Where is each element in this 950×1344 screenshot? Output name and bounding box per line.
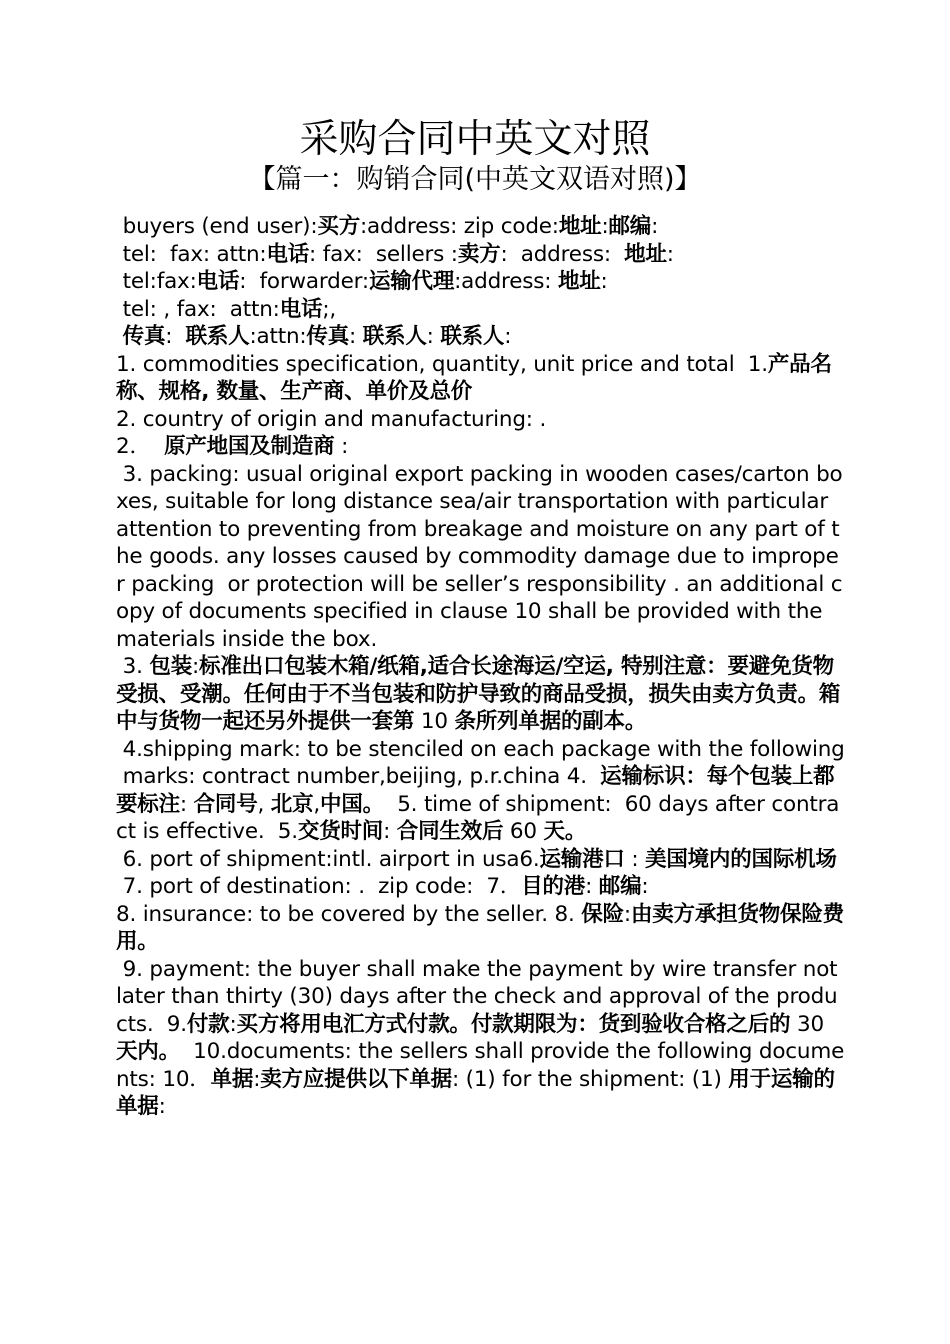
text-run: : <box>585 874 599 899</box>
paragraph <box>116 763 846 846</box>
text-run: tel:fax: <box>116 269 197 294</box>
text-run: , <box>257 791 271 817</box>
text-run: 9. payment: the buyer shall make the payment by wire transfer not later than thirty (30) days after the check and approval of the products. 9. <box>116 956 845 1037</box>
text-run: : (1) for the shipment: (1) <box>451 1066 729 1092</box>
paragraph <box>116 653 846 736</box>
document-body <box>116 213 846 1121</box>
text-run: 7. port of destination: . zip code: 7． <box>116 874 522 899</box>
text-run: : <box>641 874 649 899</box>
bold-text-run: 地址 <box>558 214 602 239</box>
text-run: : <box>600 269 608 294</box>
paragraph <box>116 901 846 956</box>
text-run: 5. time of shipment: 60 days after contract is effective. 5. <box>116 791 840 844</box>
paragraph <box>116 873 846 901</box>
document-subtitle: 【篇一：购销合同(中英文双语对照)】 <box>248 164 702 195</box>
text-run: 1. commodities specification, quantity, unit price and total 1. <box>116 351 768 377</box>
text-run: 10.documents: the sellers shall provide the following documents: 10． <box>116 1039 845 1092</box>
text-run: : <box>623 901 631 927</box>
paragraph <box>116 213 846 241</box>
text-run: : <box>229 1011 237 1037</box>
bold-text-run: 中国。 <box>320 791 384 817</box>
text-run: : <box>158 1094 166 1119</box>
bold-text-run: 天。 <box>543 819 587 844</box>
text-run: tel: , fax: attn: <box>116 296 280 322</box>
bold-text-run: 目的港 <box>521 874 586 899</box>
text-run: 6. port of shipment:intl. airport in usa6. <box>116 846 540 872</box>
text-run: : <box>601 214 609 239</box>
bold-text-run: 保险 <box>581 901 624 927</box>
paragraph <box>116 323 846 351</box>
text-run: : <box>504 324 512 349</box>
document-title: 采购合同中英文对照 <box>299 117 651 162</box>
bold-text-run: 原产地国及制造商 <box>164 434 335 459</box>
text-run: : <box>334 434 349 459</box>
paragraph <box>116 268 846 296</box>
text-run: : forwarder: <box>239 269 369 294</box>
text-run: : <box>624 846 646 872</box>
text-run: 10 <box>414 709 455 734</box>
text-run <box>116 324 123 349</box>
bold-text-run: 合同生效后 <box>396 819 504 844</box>
text-run: 2. country of origin and manufacturing: . <box>116 406 547 432</box>
text-run: : <box>426 324 441 349</box>
bold-text-run: 地址 <box>557 269 601 294</box>
bold-text-run: 邮编 <box>608 214 652 239</box>
bold-text-run: 地址 <box>624 241 667 267</box>
bold-text-run: 美国境内的国际机场 <box>645 846 837 872</box>
bold-text-run: 联系人 <box>185 324 250 349</box>
text-run: 30 <box>790 1011 831 1037</box>
text-run: tel: fax: attn: <box>116 241 267 267</box>
paragraph <box>116 406 846 434</box>
text-run: : fax: sellers : <box>309 241 458 267</box>
text-run: : <box>651 214 659 239</box>
bold-text-run: 包装 <box>149 654 192 679</box>
text-run: :attn: <box>249 324 307 349</box>
bold-text-run: 买方 <box>317 214 361 239</box>
text-run: ;, <box>322 296 336 322</box>
text-run: : <box>253 1066 261 1092</box>
bold-text-run: 电话 <box>196 269 240 294</box>
text-run: :address: zip code: <box>360 214 559 239</box>
bold-text-run: 合同号 <box>193 791 258 817</box>
paragraph <box>116 956 846 1121</box>
text-run: 60 <box>503 819 544 844</box>
bold-text-run: 邮编 <box>598 874 642 899</box>
paragraph <box>116 461 846 654</box>
bold-text-run: 付款 <box>186 1011 230 1037</box>
bold-text-run: 卖方 <box>457 241 501 267</box>
text-run: 3. packing: usual original export packing in wooden cases/carton boxes, suitable for long distance sea/air transportation with particular attention to preventing from breakage and moisture on any part of the goods. any losses caused by commodity damage due to improper packing or protection will be seller’s responsibility . an additional copy of documents specified in clause 10 shall be provided with the materials inside the box. <box>116 461 843 652</box>
text-run: buyers (end user): <box>116 214 318 239</box>
bold-text-run: 单据 <box>210 1066 254 1092</box>
text-run: :address: <box>454 269 558 294</box>
bold-text-run: 传真 <box>122 324 166 349</box>
text-run: : <box>192 654 200 679</box>
paragraph <box>116 846 846 874</box>
text-run: 4.shipping mark: to be stenciled on each package with the following <box>116 736 845 762</box>
text-run: 2． <box>116 434 165 459</box>
bold-text-run: 产品名称、规格, 数量、生产商、单价及总价 <box>116 351 832 404</box>
paragraph <box>116 736 846 764</box>
text-run: : <box>165 324 186 349</box>
paragraph <box>116 241 846 269</box>
bold-text-run: 运输港口 <box>539 846 625 872</box>
bold-text-run: 北京 <box>270 791 314 817</box>
bold-text-run: 电话 <box>279 296 323 322</box>
text-run: , <box>313 791 321 817</box>
paragraph <box>116 296 846 324</box>
text-run: : <box>179 791 194 817</box>
text-run: : address: <box>500 241 625 267</box>
bold-text-run: 传真 <box>306 324 350 349</box>
bold-text-run: 用于运输的单据 <box>116 1066 835 1119</box>
bold-text-run: 联系人 <box>362 324 427 349</box>
text-run: marks: contract number,beijing, p.r.china 4. <box>116 764 601 789</box>
bold-text-run: 卖方应提供以下单据 <box>260 1066 452 1092</box>
text-run: : <box>666 241 674 267</box>
bold-text-run: 电话 <box>266 241 310 267</box>
text-run: : <box>383 819 397 844</box>
text-run: : <box>349 324 363 349</box>
bold-text-run: 天内。 <box>116 1039 180 1064</box>
bold-text-run: 由卖方承担货物保险费用。 <box>116 901 844 954</box>
paragraph <box>116 433 846 461</box>
paragraph <box>116 351 846 406</box>
text-run: 8. insurance: to be covered by the seller. 8. <box>116 901 582 927</box>
bold-text-run: 买方将用电汇方式付款。付款期限为：货到验收合格之后的 <box>236 1011 791 1037</box>
bold-text-run: 运输标识：每个包装上都要标注 <box>116 764 835 817</box>
bold-text-run: 标准出口包装木箱/纸箱,适合长途海运/空运, 特别注意：要避免货物受损、受潮。任何由于不当包装和防护导致的商品受损，损失由卖方负责。箱中与货物一起还另外提供一套第 <box>116 654 841 734</box>
bold-text-run: 交货时间 <box>297 819 384 844</box>
bold-text-run: 联系人 <box>440 324 505 349</box>
bold-text-run: 运输代理 <box>368 269 455 294</box>
text-run: 3. <box>116 654 150 679</box>
bold-text-run: 条所列单据的副本。 <box>454 709 647 734</box>
